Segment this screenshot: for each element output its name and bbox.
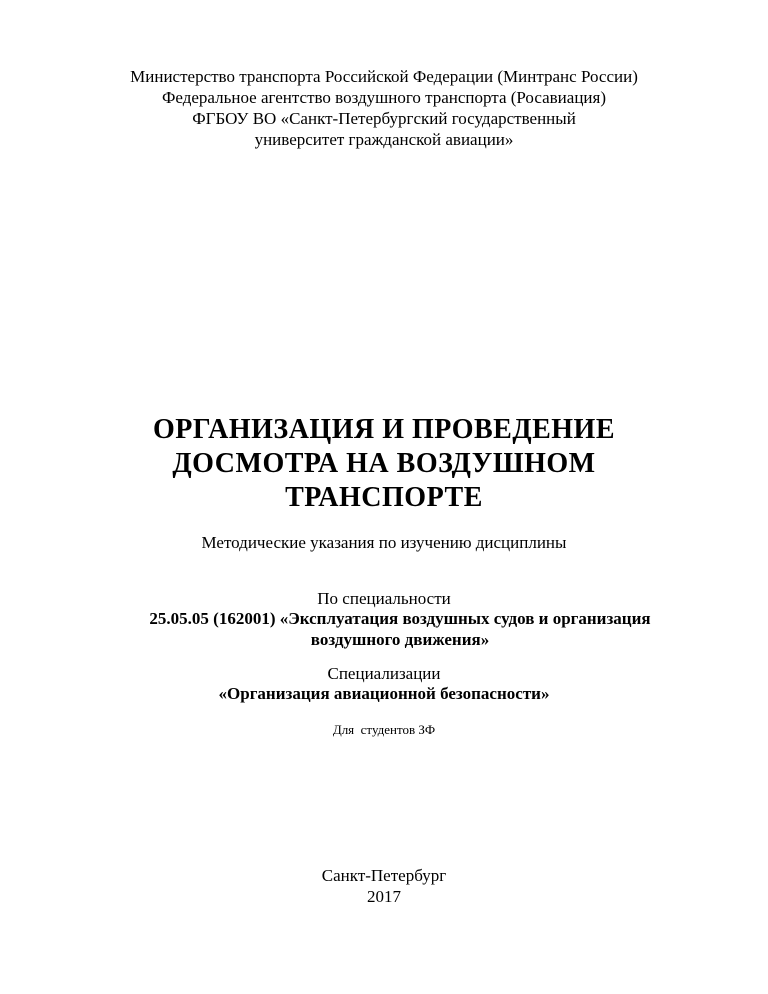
specialization-label: Специализации	[327, 664, 441, 683]
header-university-line-2: университет гражданской авиации»	[254, 130, 514, 149]
header-university-line-1: ФГБОУ ВО «Санкт-Петербургский государственный	[192, 109, 576, 128]
specialty-text	[100, 608, 700, 650]
specialty-line-1: 25.05.05 (162001) «Эксплуатация воздушных судов и организация	[149, 609, 651, 628]
title-line-1: ОРГАНИЗАЦИЯ И ПРОВЕДЕНИЕ	[152, 414, 615, 445]
title-line-3: ТРАНСПОРТЕ	[285, 482, 483, 513]
publication-city: Санкт-Петербург	[321, 866, 447, 885]
header-ministry-line: Министерство транспорта Российской Федерации (Минтранс России)	[130, 67, 638, 86]
students-note	[0, 721, 768, 738]
document-subtitle: Методические указания по изучению дисциплины	[201, 533, 567, 552]
institution-header	[0, 66, 768, 150]
specialization-name: «Организация авиационной безопасности»	[218, 684, 550, 703]
title-line-2: ДОСМОТРА НА ВОЗДУШНОМ	[172, 448, 596, 479]
header-agency-line: Федеральное агентство воздушного транспорта (Росавиация)	[161, 88, 607, 107]
specialty-label: По специальности	[317, 589, 451, 608]
publication-footer	[0, 865, 768, 907]
document-title	[0, 413, 768, 515]
publication-year: 2017	[367, 887, 401, 906]
students-text: Для студентов ЗФ	[332, 722, 436, 737]
specialty-line-2: воздушного движения»	[310, 630, 490, 649]
